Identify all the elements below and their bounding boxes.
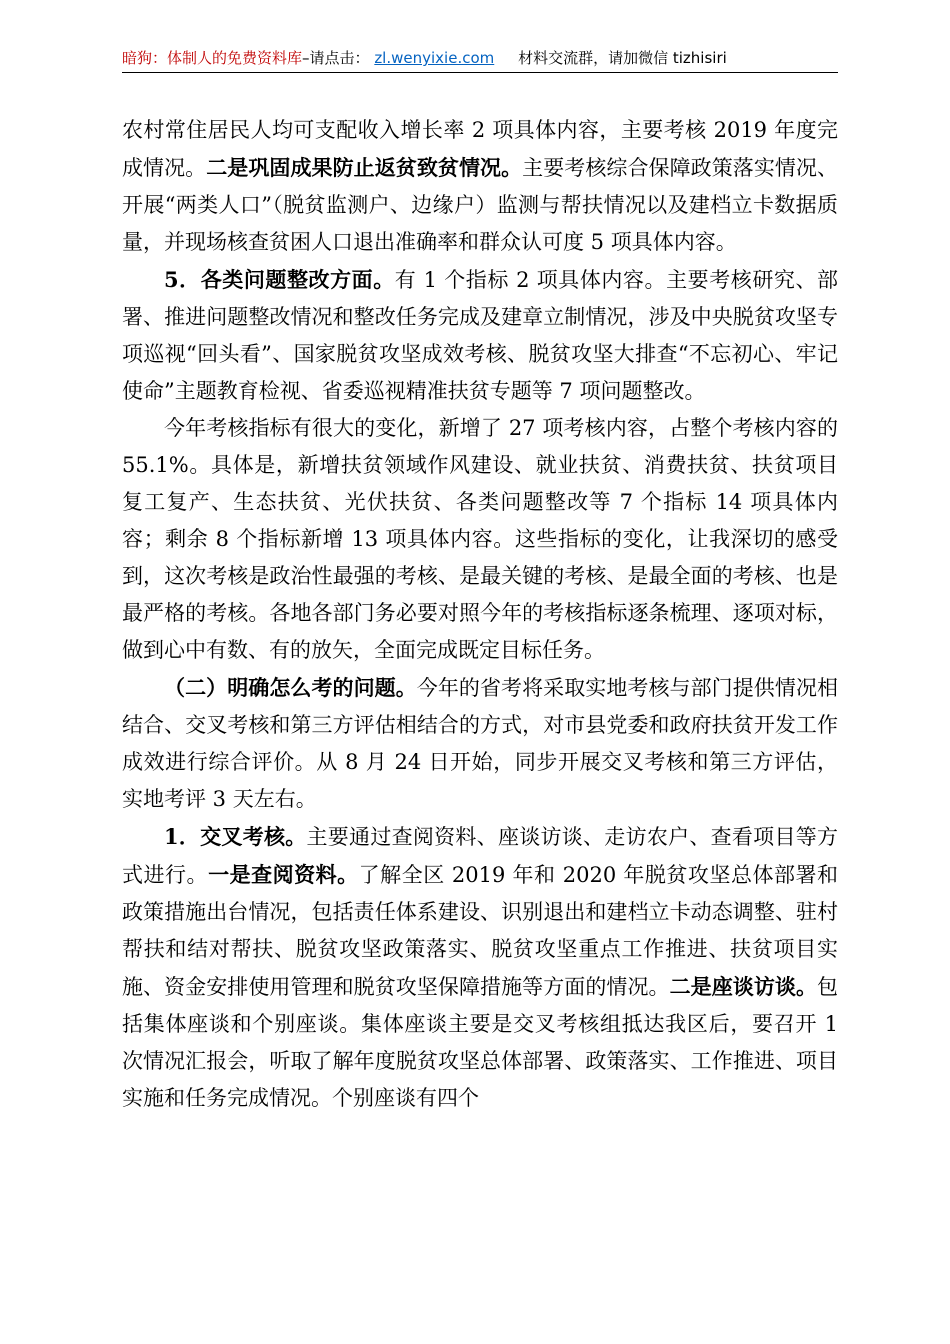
text-run: 包括集体座谈和个别座谈。集体座谈主要是交叉考核组抵达我区后，要召开 1 次情况汇报会，听取了解年度脱贫攻坚总体部署、政策落实、工作推进、项目实施和任务完成情况。个别座谈有四个 (122, 975, 839, 1110)
page-header (122, 46, 842, 70)
text-run: 了解全区 2019 年和 2020 年脱贫攻坚总体部署和政策措施出台情况，包括责任体系建设、识别退出和建档立卡动态调整、驻村帮扶和结对帮扶、脱贫攻坚政策落实、脱贫攻坚重点工作推进、扶贫项目实施、资金安排使用管理和脱贫攻坚保障措施等方面的情况。 (122, 863, 839, 999)
text-run: 有 1 个指标 2 项具体内容。主要考核研究、部署、推进问题整改情况和整改任务完成及建章立制情况，涉及中央脱贫攻坚专项巡视“回头看”、国家脱贫攻坚成效考核、脱贫攻坚大排查“不忘初心、牢记使命”主题教育检视、省委巡视精准扶贫专题等 7 项问题整改。 (122, 268, 838, 403)
text-run: 今年考核指标有很大的变化，新增了 27 项考核内容，占整个考核内容的 55.1%。具体是，新增扶贫领域作风建设、就业扶贫、消费扶贫、扶贫项目复工复产、生态扶贫、光伏扶贫、各类问题整改等 7 个指标 14 项具体内容；剩余 8 个指标新增 13 项具体内容。这些指标的变化，让我深切的感受到，这次考核是政治性最强的考核、是最关键的考核、是最全面的考核、也是最严格的考核。各地各部门务必要对照今年的考核指标逐条梳理、逐项对标，做到心中有数、有的放矢，全面完成既定目标任务。 (122, 416, 838, 662)
bold-heading: （二）明确怎么考的问题。 (164, 675, 417, 700)
bold-heading: 二是座谈访谈。 (669, 974, 818, 999)
text-run: 主要通过查阅资料、座谈访谈、走访农户、查看项目等方式进行。 (122, 825, 838, 887)
paragraph (122, 261, 838, 410)
paragraph (122, 112, 838, 261)
bold-heading: 1．交叉考核。 (164, 824, 307, 849)
bold-heading: 5．各类问题整改方面。 (164, 267, 395, 292)
text-run: 农村常住居民人均可支配收入增长率 2 项具体内容，主要考核 2019 年度完成情况。 (122, 118, 838, 180)
paragraph (122, 818, 838, 1117)
header-link[interactable]: zl.wenyixie.com (374, 49, 495, 67)
header-divider (122, 72, 838, 73)
text-run: 主要考核综合保障政策落实情况、开展“两类人口”（脱贫监测户、边缘户）监测与帮扶情况以及建档立卡数据质量，并现场核查贫困人口退出准确率和群众认可度 5 项具体内容。 (122, 156, 839, 254)
header-brand: 暗狗：体制人的免费资料库 (122, 49, 303, 67)
header-note: 材料交流群，请加微信 tizhisiri (518, 49, 727, 67)
paragraph (122, 410, 838, 669)
paragraph (122, 669, 838, 818)
text-run: 今年的省考将采取实地考核与部门提供情况相结合、交叉考核和第三方评估相结合的方式，对市县党委和政府扶贫开发工作成效进行综合评价。从 8 月 24 日开始，同步开展交叉考核和第三方评估，实地考评 3 天左右。 (122, 676, 839, 811)
document-body (122, 112, 838, 1117)
bold-heading: 一是查阅资料。 (208, 862, 359, 887)
bold-heading: 二是巩固成果防止返贫致贫情况。 (206, 155, 523, 180)
header-separator: –请点击： (302, 49, 370, 67)
